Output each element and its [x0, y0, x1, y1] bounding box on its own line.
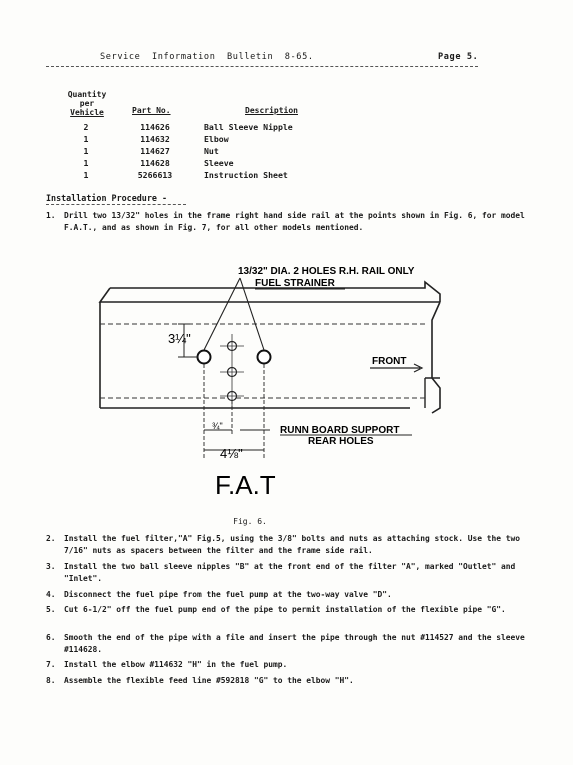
- step-number: 6.: [46, 633, 56, 642]
- step-item: [46, 632, 526, 658]
- step-item: [46, 210, 526, 236]
- table-cell-part: 5266613: [137, 170, 173, 180]
- dim-small-label: ¾": [212, 421, 223, 431]
- table-cell-desc: Elbow: [204, 134, 229, 144]
- step-number: 3.: [46, 562, 56, 571]
- table-cell-desc: Instruction Sheet: [204, 170, 288, 180]
- table-cell-part: 114628: [140, 158, 170, 168]
- step-number: 2.: [46, 534, 56, 543]
- model-label: F.A.T: [215, 470, 276, 500]
- rail-right-notch: [425, 378, 440, 408]
- table-cell-part: 114627: [140, 146, 170, 156]
- step-number: 4.: [46, 590, 56, 599]
- step-number: 7.: [46, 660, 56, 669]
- bulletin-title: Service Information Bulletin 8-65.: [100, 52, 314, 62]
- step-number: 5.: [46, 605, 56, 614]
- qty-header-line2: per: [79, 99, 95, 108]
- section-underline: [46, 204, 186, 205]
- step-text: Assemble the flexible feed line #592818 "G" to the elbow "H".: [64, 676, 354, 685]
- rail-right-end: [432, 302, 440, 413]
- table-cell-desc: Sleeve: [204, 158, 234, 168]
- table-cell-qty: 1: [83, 146, 89, 156]
- support-label-line1: RUNN BOARD SUPPORT: [280, 425, 400, 436]
- table-cell-part: 114632: [140, 134, 170, 144]
- step-item: [46, 659, 526, 673]
- step-text: Drill two 13/32" holes in the frame right hand side rail at the points shown in Fig. 6, for model F.A.T., and as shown in Fig. 7, for all other models mentioned.: [64, 211, 525, 232]
- page-number: Page 5.: [438, 52, 479, 62]
- dim-extension-lines: [204, 364, 264, 458]
- table-cell-qty: 1: [83, 170, 89, 180]
- holes-label: 13/32" DIA. 2 HOLES R.H. RAIL ONLY: [238, 266, 415, 277]
- step-text: Cut 6-1/2" off the fuel pump end of the pipe to permit installation of the flexible pipe "G".: [64, 605, 506, 614]
- hole-centerlines: [220, 334, 244, 408]
- frame-rail-diagram: [80, 258, 480, 508]
- table-cell-desc: Nut: [204, 146, 219, 156]
- hole-right: [258, 351, 271, 364]
- step-text: Disconnect the fuel pipe from the fuel pump at the two-way valve "D".: [64, 590, 392, 599]
- table-cell-desc: Ball Sleeve Nipple: [204, 122, 293, 132]
- front-label: FRONT: [372, 356, 407, 367]
- table-cell-part: 114626: [140, 122, 170, 132]
- step-number: 8.: [46, 676, 56, 685]
- dim-bottom-label: 4⅛": [220, 446, 243, 461]
- table-cell-qty: 1: [83, 158, 89, 168]
- support-label-line2: REAR HOLES: [308, 436, 374, 447]
- dim-top-label: 3¼": [168, 331, 191, 346]
- qty-header-line3: Vehicle: [70, 108, 104, 117]
- step-item: [46, 675, 526, 689]
- table-cell-qty: 2: [83, 122, 89, 132]
- step-item: [46, 561, 526, 587]
- step-item: [46, 604, 526, 630]
- rail-flange-edge: [100, 288, 440, 302]
- header-divider: [46, 66, 478, 67]
- figure-caption: Fig. 6.: [233, 517, 267, 526]
- part-no-header: Part No.: [132, 106, 171, 115]
- step-text: Smooth the end of the pipe with a file and insert the pipe through the nut #114527 and the sleeve #114628.: [64, 633, 525, 654]
- description-header: Description: [245, 106, 298, 115]
- qty-header-line1: Quantity: [67, 90, 107, 99]
- step-item: [46, 589, 526, 603]
- hole-left: [198, 351, 211, 364]
- step-text: Install the fuel filter,"A" Fig.5, using the 3/8" bolts and nuts as attaching stock. Use the two 7/16" nuts as spacers between the filter and the frame side rail.: [64, 534, 521, 555]
- fuel-strainer-label: FUEL STRAINER: [255, 278, 335, 289]
- step-text: Install the elbow #114632 "H" in the fuel pump.: [64, 660, 288, 669]
- qty-header: [66, 90, 108, 117]
- section-title: Installation Procedure -: [46, 193, 168, 203]
- step-number: 1.: [46, 211, 56, 220]
- step-text: Install the two ball sleeve nipples "B" at the front end of the filter "A", marked "Outlet" and "Inlet".: [64, 562, 516, 583]
- step-item: [46, 533, 526, 559]
- table-cell-qty: 1: [83, 134, 89, 144]
